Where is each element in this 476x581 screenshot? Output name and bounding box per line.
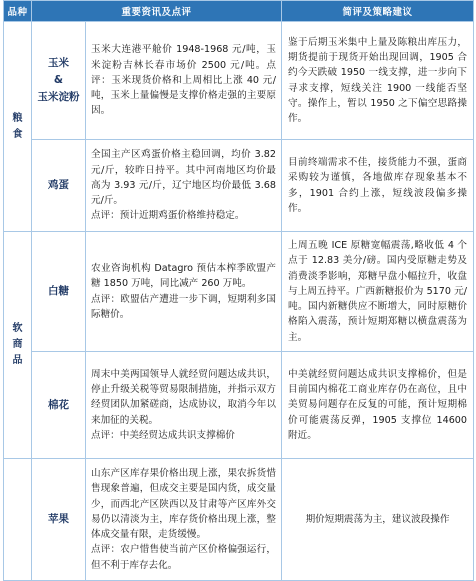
- news-paragraph: 周末中美两国领导人就经贸问题达成共识，停止升级关税等贸易限制措施，并指示双方经贸团队加紧磋商，达成协议，取消今年以来加征的关税。: [91, 368, 277, 426]
- category-cell: [4, 22, 32, 232]
- table-row: [4, 140, 474, 232]
- variety-cell: [32, 232, 86, 352]
- strategy-table: [3, 0, 474, 581]
- variety-cell: [32, 140, 86, 232]
- category-cell: [4, 232, 32, 459]
- advice-text: 目前终端需求不佳，接货能力不强，蛋商采购较为谨慎，各地做库存现象基本不多，1901 合约上涨，短线波段偏多操作。: [288, 157, 468, 214]
- table-row: [4, 232, 474, 352]
- variety-label: 鸡蛋: [48, 179, 69, 191]
- advice-text: 鉴于后期玉米集中上量及陈粮出库压力，期货提前于现货开始出现回调，1905 合约今天跌破 1950 一线支撑，进一步向下寻求支撑，短线关注 1900 一线能否坚守。操作上，暂以 1950 之下偏空思路操作。: [288, 36, 468, 124]
- header-category: 品种: [4, 1, 32, 22]
- variety-label: 玉米 & 玉米淀粉: [37, 57, 80, 103]
- news-comment: 点评：农户惜售使当前产区价格偏强运行，但不利于库存去化。: [91, 544, 277, 571]
- advice-text: 中美就经贸问题达成共识支撑棉价，但是目前国内棉花工商业库存仍在高位，且中美贸易问题存在反复的可能，预计短期棉价可能震荡反弹，1905 支撑位 14600 附近。: [288, 368, 468, 441]
- advice-cell: [282, 232, 474, 352]
- news-cell: [86, 232, 282, 352]
- news-comment: 点评：预计近期鸡蛋价格维持稳定。: [91, 210, 245, 222]
- table-row: [4, 352, 474, 459]
- news-comment: 点评：中美经贸达成共识支撑棉价: [91, 429, 235, 441]
- category-cell: [4, 459, 32, 581]
- news-cell: [86, 140, 282, 232]
- variety-label: 白糖: [48, 285, 69, 297]
- category-label: 软 商 品: [12, 323, 23, 366]
- news-cell: [86, 459, 282, 581]
- advice-cell: [282, 22, 474, 140]
- news-cell: [86, 22, 282, 140]
- news-cell: [86, 352, 282, 459]
- variety-label: 苹果: [48, 513, 69, 525]
- table-row: [4, 459, 474, 581]
- header-news: 重要资讯及点评: [32, 1, 282, 22]
- variety-cell: [32, 22, 86, 140]
- news-paragraph: 全国主产区鸡蛋价格主稳回调，均价 3.82 元/斤，较昨日持平。其中河南地区均价最高为 3.93 元/斤，辽宁地区均价最低 3.68 元/斤。: [91, 149, 277, 207]
- advice-cell: [282, 140, 474, 232]
- header-advice: 简评及策略建议: [282, 1, 474, 22]
- table-row: [4, 22, 474, 140]
- news-paragraph: 玉米大连港平舱价 1948-1968 元/吨，玉米淀粉吉林长春市场价 2500 元/吨。点评：玉米现货价格和上周相比上涨 40 元/吨，玉米上量偏慢是支撑价格走强的主要原因。: [91, 44, 277, 117]
- variety-cell: [32, 352, 86, 459]
- category-label: 粮食: [12, 112, 23, 140]
- variety-cell: [32, 459, 86, 581]
- variety-label: 棉花: [48, 398, 69, 411]
- news-paragraph: 农业咨询机构 Datagro 预估本榨季欧盟产糖 1850 万吨，同比减产 260 万吨。: [91, 263, 277, 290]
- advice-text: 上周五晚 ICE 原糖宽幅震荡,略收低 4 个点于 12.83 美分/磅。国内受原糖走势及消费淡季影响，郑糖早盘小幅拉升，收盘与上周五持平。广西新糖报价为 5170 元/吨。国内新糖供应不断增大，同时原糖价格陷入震荡，预计短期郑糖以横盘震荡为主。: [288, 240, 468, 343]
- advice-cell: [282, 459, 474, 581]
- news-comment: 点评：欧盟估产遭进一步下调，短期利多国际糖价。: [91, 293, 277, 320]
- advice-text: 期价短期震荡为主，建议波段操作: [305, 513, 450, 525]
- news-paragraph: 山东产区库存果价格出现上涨，果农拆货惜售现象普遍，但成交主要是国内货，成交量少，而西北产区陕西以及甘肃等产区库外交易仍以清淡为主，库存货价格出现上涨，整体成交量有限，走货缓慢。: [91, 468, 277, 541]
- advice-cell: [282, 352, 474, 459]
- table-header-row: [4, 1, 474, 22]
